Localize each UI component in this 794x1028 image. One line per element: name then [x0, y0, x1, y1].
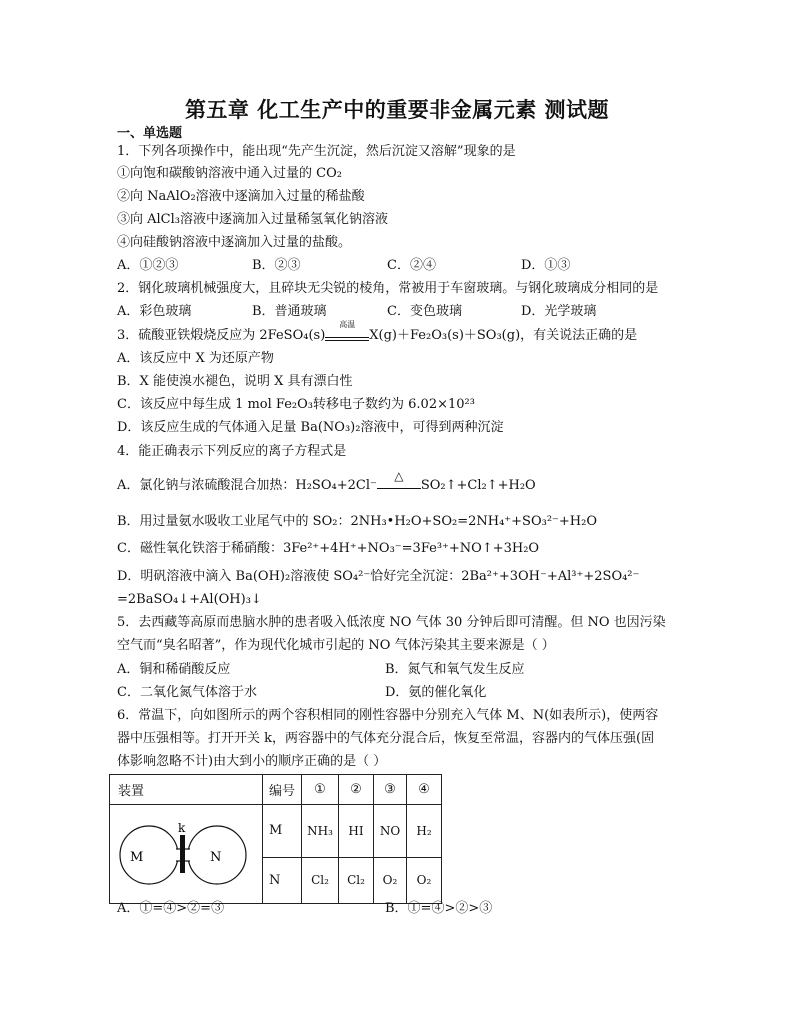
diagram-label-n: N — [210, 850, 222, 865]
heat-arrow-icon — [377, 468, 421, 493]
cell-n: Cl₂ — [302, 857, 339, 903]
table-header-col: ② — [339, 775, 374, 805]
two-flask-diagram — [110, 805, 262, 899]
q3-option-d[interactable]: D．该反应生成的气体通入足量 Ba(NO₃)₂溶液中，可得到两种沉淀 — [117, 420, 504, 435]
heat-symbol: △ — [394, 468, 404, 483]
q2-option-c[interactable]: C．变色玻璃 — [387, 304, 462, 319]
q1-item: ④向硅酸钠溶液中逐滴加入过量的盐酸。 — [117, 235, 352, 250]
table-header-col: ④ — [407, 775, 442, 805]
q5-option-b[interactable]: B．氮气和氧气发生反应 — [385, 662, 525, 677]
q3-stem-part-b: X(g)＋Fe₂O₃(s)＋SO₃(g)，有关说法正确的是 — [369, 328, 638, 343]
cell-n: O₂ — [407, 857, 442, 903]
q4-option-c[interactable]: C．磁性氧化铁溶于稀硝酸：3Fe²⁺+4H⁺+NO₃⁻=3Fe³⁺+NO↑+3H₂O — [117, 541, 540, 556]
q3-option-b[interactable]: B．X 能使溴水褪色，说明 X 具有漂白性 — [117, 374, 353, 389]
q6-stem: 6．常温下，向如图所示的两个容积相同的刚性容器中分别充入气体 M、N(如表所示)，使两容 — [117, 708, 659, 723]
q1-option-c[interactable]: C．②④ — [387, 258, 436, 273]
q5-option-a[interactable]: A．铜和稀硝酸反应 — [117, 662, 231, 677]
q3-option-c[interactable]: C．该反应中每生成 1 mol Fe₂O₃转移电子数约为 6.02×10²³ — [117, 397, 475, 412]
valve-icon — [180, 835, 185, 873]
q4-stem: 4．能正确表示下列反应的离子方程式是 — [117, 444, 347, 459]
diagram-label-m: M — [130, 850, 144, 865]
q1-option-b[interactable]: B．②③ — [252, 258, 301, 273]
q1-stem: 1．下列各项操作中，能出现“先产生沉淀，然后沉淀又溶解”现象的是 — [117, 144, 516, 159]
cell-n: Cl₂ — [339, 857, 374, 903]
diagram-label-k: k — [178, 821, 186, 835]
table-header-device: 装置 — [110, 775, 263, 805]
q2-option-b[interactable]: B．普通玻璃 — [252, 304, 327, 319]
cell-m: H₂ — [407, 805, 442, 858]
apparatus-diagram — [110, 805, 263, 904]
q5-stem: 5．去西藏等高原而患脑水肿的患者吸入低浓度 NO 气体 30 分钟后即可清醒。但 NO 也因污染 — [117, 615, 666, 630]
reaction-arrow-icon — [325, 319, 369, 343]
cell-n: O₂ — [374, 857, 407, 903]
q2-option-d[interactable]: D．光学玻璃 — [521, 304, 597, 319]
row-label-m: M — [263, 805, 302, 858]
q2-option-a[interactable]: A．彩色玻璃 — [117, 304, 192, 319]
cell-m: HI — [339, 805, 374, 858]
section-heading: 一、单选题 — [117, 126, 183, 141]
table-header-number: 编号 — [263, 775, 302, 805]
q3-stem-part-a: 3．硫酸亚铁煅烧反应为 2FeSO₄(s) — [117, 328, 326, 343]
q1-option-a[interactable]: A．①②③ — [117, 258, 179, 273]
q1-item: ③向 AlCl₃溶液中逐滴加入过量稀氢氧化钠溶液 — [117, 212, 388, 227]
q4-option-d[interactable]: D．明矾溶液中滴入 Ba(OH)₂溶液使 SO₄²⁻恰好完全沉淀：2Ba²⁺+3OH⁻+Al³⁺+2SO₄²⁻ — [117, 569, 640, 584]
q4-option-a[interactable] — [117, 468, 536, 495]
reaction-condition: 高温 — [339, 319, 356, 329]
q1-item: ②向 NaAlO₂溶液中逐滴加入过量的稀盐酸 — [117, 189, 365, 204]
q5-stem-cont: 空气而“臭名昭著”，作为现代化城市引起的 NO 气体污染其主要来源是（ ） — [117, 638, 555, 653]
q4-a-left: A．氯化钠与浓硫酸混合加热：H₂SO₄+2Cl⁻ — [117, 478, 377, 493]
q1-item: ①向饱和碳酸钠溶液中通入过量的 CO₂ — [117, 166, 342, 181]
q4-option-d-cont: =2BaSO₄↓+Al(OH)₃↓ — [117, 592, 262, 607]
row-label-n: N — [263, 857, 302, 903]
q5-option-d[interactable]: D．氨的催化氧化 — [385, 685, 487, 700]
q4-a-right: SO₂↑+Cl₂↑+H₂O — [420, 478, 536, 493]
q6-option-b[interactable]: B．①=④>②>③ — [385, 901, 493, 916]
cell-m: NH₃ — [302, 805, 339, 858]
q4-option-b[interactable]: B．用过量氨水吸收工业尾气中的 SO₂：2NH₃•H₂O+SO₂=2NH₄⁺+SO₃²⁻+H₂O — [117, 514, 597, 529]
q3-stem — [117, 319, 638, 345]
page-title: 第五章 化工生产中的重要非金属元素 测试题 — [184, 97, 610, 122]
table-header-col: ① — [302, 775, 339, 805]
q6-option-a[interactable]: A．①=④>②=③ — [117, 901, 225, 916]
q1-option-d[interactable]: D．①③ — [521, 258, 571, 273]
q6-stem-cont: 器中压强相等。打开开关 k，两容器中的气体充分混合后，恢复至常温，容器内的气体压强(固 — [117, 731, 655, 746]
cell-m: NO — [374, 805, 407, 858]
table-header-col: ③ — [374, 775, 407, 805]
q5-option-c[interactable]: C．二氧化氮气体溶于水 — [117, 685, 257, 700]
gas-table — [109, 774, 442, 904]
q6-stem-cont: 体影响忽略不计)由大到小的顺序正确的是（ ） — [117, 754, 387, 769]
q2-stem: 2．钢化玻璃机械强度大，且碎块无尖锐的棱角，常被用于车窗玻璃。与钢化玻璃成分相同的是 — [117, 281, 659, 296]
q3-option-a[interactable]: A．该反应中 X 为还原产物 — [117, 351, 274, 366]
